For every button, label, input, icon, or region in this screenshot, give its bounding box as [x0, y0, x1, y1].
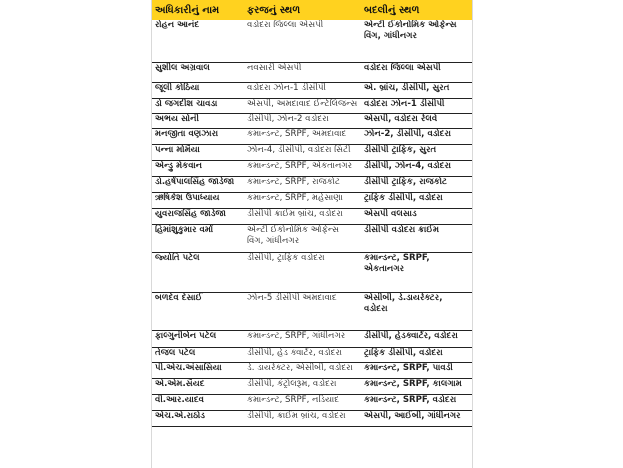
table-row [152, 192, 472, 208]
current-post-cell: કમાન્ડન્ટ, SRPF, ગાંધીનગર [244, 330, 361, 347]
officer-name-cell: વી.આર.યાદવ [152, 394, 244, 410]
officer-name-cell: પન્ના મોમૈયા [152, 144, 244, 160]
table-row [152, 208, 472, 224]
transfer-post-cell: કમાન્ડન્ટ, SRPF, પાવડી [361, 362, 472, 378]
table-row [152, 128, 472, 144]
current-post-cell: ડીસીપી, ઝોન-2 વડોદરા [244, 113, 361, 128]
table-body [152, 20, 472, 426]
transfer-post-cell: એન્ટી ઈકોનોમિક ઓફેન્સ વિંગ, ગાંધીનગર [361, 20, 472, 62]
table-row [152, 82, 472, 98]
officer-name-cell: ડો.હર્ષપાલસિંહ જાડેજા [152, 176, 244, 192]
table-header [152, 0, 472, 20]
table-row [152, 378, 472, 394]
transfer-post-cell: એસીબી, ડે.ડાયરેક્ટર, વડોદરા [361, 292, 472, 330]
header-officer-name: અધિકારીનું નામ [152, 0, 244, 20]
transfer-post-cell: ટ્રાફિક ડીસીપી, વડોદરા [361, 347, 472, 362]
current-post-cell: નવસારી એસપી [244, 62, 361, 82]
table-row [152, 113, 472, 128]
current-post-cell: કમાન્ડન્ટ, SRPF, અમદાવાદ [244, 128, 361, 144]
table-row [152, 160, 472, 176]
transfer-post-cell: એ. બ્રાંચ, ડીસીપી, સુરત [361, 82, 472, 98]
table-row [152, 292, 472, 330]
header-row [152, 0, 472, 20]
header-transfer-post: બદલીનું સ્થળ [361, 0, 472, 20]
officer-name-cell: એ.એમ.સૈયદ [152, 378, 244, 394]
current-post-cell: એન્ટી ઈકોનોમિક ઓફેન્સ વિંગ, ગાંધીનગર [244, 224, 361, 252]
officer-name-cell: જૂલી કોઠિયા [152, 82, 244, 98]
transfer-post-cell: ડીસીપી ટ્રાફિક, સુરત [361, 144, 472, 160]
table-row [152, 252, 472, 292]
officer-name-cell: અભય સોની [152, 113, 244, 128]
current-post-cell: ડીસીપી ક્રાઈમ બ્રાંચ, વડોદરા [244, 208, 361, 224]
table-row [152, 20, 472, 62]
current-post-cell: ડીસીપી, ક્રાઈમ બ્રાંચ, વડોદરા [244, 410, 361, 426]
table-row [152, 176, 472, 192]
table-row [152, 347, 472, 362]
officer-name-cell: ઋષિકેશ ઉપાધ્યાય [152, 192, 244, 208]
transfer-post-cell: ટ્રાફિક ડીસીપી, વડોદરા [361, 192, 472, 208]
officer-name-cell: પી.એચ.અંસાસિયા [152, 362, 244, 378]
header-current-post: ફરજનું સ્થળ [244, 0, 361, 20]
current-post-cell: ઝોન-5 ડીસીપી અમદાવાદ [244, 292, 361, 330]
transfer-post-cell: કમાન્ડન્ટ, SRPF, વડોદરા [361, 394, 472, 410]
table-row [152, 62, 472, 82]
table-row [152, 98, 472, 113]
officer-name-cell: તેજલ પટેલ [152, 347, 244, 362]
transfer-post-cell: ડીસીપી, હેડક્વાર્ટર, વડોદરા [361, 330, 472, 347]
transfer-post-cell: ઝોન-2, ડીસીપી, વડોદરા [361, 128, 472, 144]
current-post-cell: કમાન્ડન્ટ, SRPF, રાજકોટ [244, 176, 361, 192]
table-row [152, 330, 472, 347]
officer-name-cell: એચ.એ.રાઠોડ [152, 410, 244, 426]
table-row [152, 362, 472, 378]
transfer-post-cell: કમાન્ડન્ટ, SRPF, કાલગામ [361, 378, 472, 394]
right-border-line [472, 0, 473, 468]
transfer-post-cell: એસપી વલસાડ [361, 208, 472, 224]
officer-name-cell: હિમાંશુકુમાર વર્મા [152, 224, 244, 252]
table-row [152, 224, 472, 252]
transfer-table [152, 0, 472, 427]
current-post-cell: કમાન્ડન્ટ, SRPF, મહેસાણા [244, 192, 361, 208]
current-post-cell: ડીસીપી, કંટ્રોલરૂમ, વડોદરા [244, 378, 361, 394]
current-post-cell: વડોદરા જિલ્લા એસપી [244, 20, 361, 62]
table-row [152, 410, 472, 426]
current-post-cell: ઝોન-4, ડીસીપી, વડોદરા સિટી [244, 144, 361, 160]
officer-name-cell: એન્ડ્રુ મેકવાન [152, 160, 244, 176]
officer-name-cell: ફાલ્ગુનીબેન પટેલ [152, 330, 244, 347]
current-post-cell: કમાન્ડન્ટ, SRPF, એકતાનગર [244, 160, 361, 176]
transfer-post-cell: એસપી, વડોદરા રેલવે [361, 113, 472, 128]
current-post-cell: એસપી, અમદાવાદ ઈન્ટેલિજન્સ [244, 98, 361, 113]
current-post-cell: ડીસીપી, ટ્રાફિક વડોદરા [244, 252, 361, 292]
current-post-cell: કમાન્ડન્ટ, SRPF, નડિયાદ [244, 394, 361, 410]
officer-name-cell: મનજીતા વણઝારા [152, 128, 244, 144]
officer-name-cell: રોહન આનંદ [152, 20, 244, 62]
officer-name-cell: બળદેવ દેસાઈ [152, 292, 244, 330]
officer-name-cell: જ્યોતિ પટેલ [152, 252, 244, 292]
table-row [152, 144, 472, 160]
current-post-cell: ડે. ડાયરેક્ટર, એસીબી, વડોદરા [244, 362, 361, 378]
transfer-post-cell: વડોદરા જિલ્લા એસપી [361, 62, 472, 82]
transfer-post-cell: એસપી, આઈબી, ગાંધીનગર [361, 410, 472, 426]
transfer-post-cell: ડીસીપી વડોદરા ક્રાઈમ [361, 224, 472, 252]
transfer-post-cell: ડીસીપી ટ્રાફિક, રાજકોટ [361, 176, 472, 192]
officer-name-cell: યુવરાજસિંહ જાડેજા [152, 208, 244, 224]
transfer-post-cell: વડોદરા ઝોન-1 ડીસીપી [361, 98, 472, 113]
officer-name-cell: ડો જગદીશ ચાવડા [152, 98, 244, 113]
current-post-cell: વડોદરા ઝોન-1 ડીસીપી [244, 82, 361, 98]
transfer-post-cell: ડીસીપી, ઝોન-4, વડોદરા [361, 160, 472, 176]
transfer-post-cell: કમાન્ડન્ટ, SRPF, એકતાનગર [361, 252, 472, 292]
officer-name-cell: સુશીલ અગ્રવાલ [152, 62, 244, 82]
current-post-cell: ડીસીપી, હેડ ક્વાર્ટર, વડોદરા [244, 347, 361, 362]
table-row [152, 394, 472, 410]
